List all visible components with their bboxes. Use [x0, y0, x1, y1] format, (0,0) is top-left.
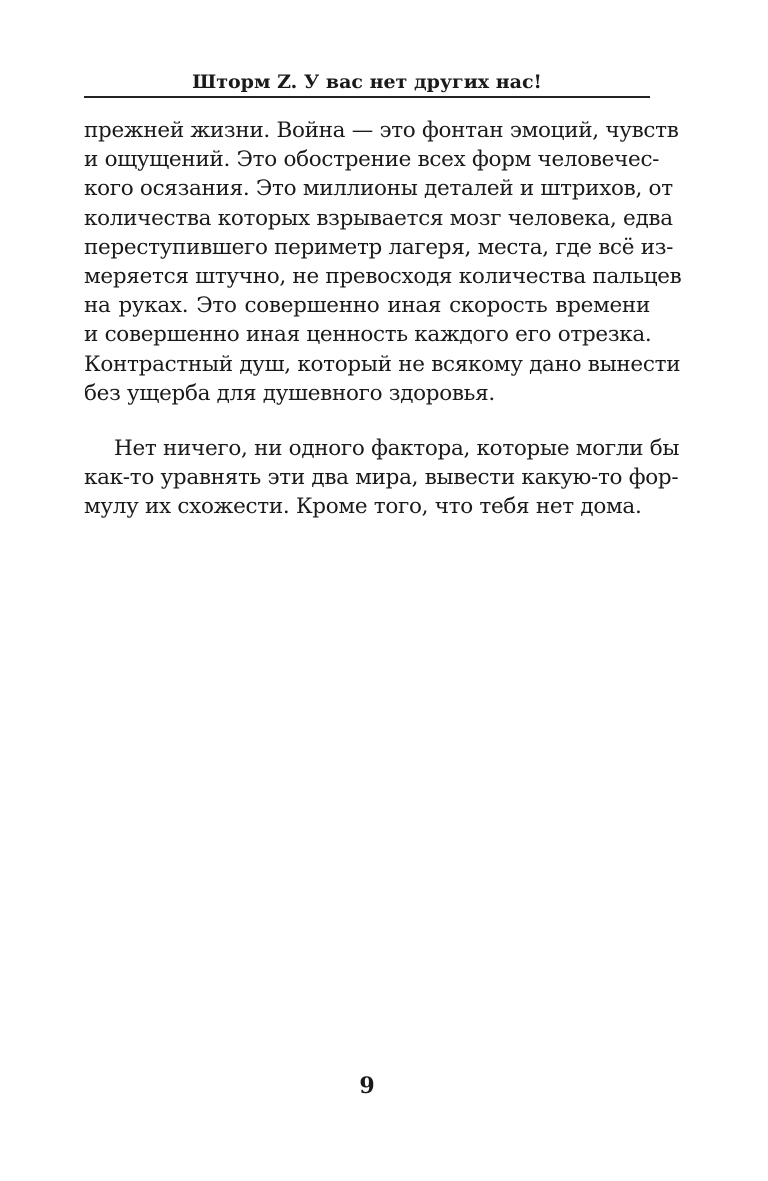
- paragraph-2: [84, 434, 680, 522]
- text-line: меряется штучно, не превосходя количества пальцев: [84, 263, 682, 289]
- text-line: как-то уравнять эти два мира, вывести какую-то фор-: [84, 465, 679, 491]
- text-line: Контрастный душ, который не всякому дано вынести: [84, 351, 681, 377]
- text-line: прежней жизни. Война — это фонтан эмоций, чувств: [84, 118, 679, 143]
- text-line: Нет ничего, ни одного фактора, которые могли бы: [114, 435, 680, 461]
- paragraph-1: [84, 116, 682, 408]
- running-head-title: Шторм Z. У вас нет других нас!: [192, 71, 542, 93]
- text-line: без ущерба для душевного здоровья.: [84, 380, 495, 406]
- paragraph-spacer: [84, 408, 650, 434]
- text-line: и совершенно иная ценность каждого его отрезка.: [84, 322, 652, 348]
- text-line: мулу их схожести. Кроме того, что тебя нет дома.: [84, 494, 642, 520]
- body-text: [84, 116, 682, 521]
- header-divider: [84, 96, 650, 98]
- text-line: переступившего периметр лагеря, места, где всё из-: [84, 234, 674, 260]
- text-line: кого осязания. Это миллионы деталей и штрихов, от: [84, 176, 673, 202]
- text-line: и ощущений. Это обострение всех форм человечес-: [84, 147, 660, 173]
- page-number: 9: [359, 1073, 375, 1099]
- text-line: количества которых взрывается мозг человека, едва: [84, 205, 673, 231]
- text-line: на руках. Это совершенно иная скорость времени: [84, 293, 650, 319]
